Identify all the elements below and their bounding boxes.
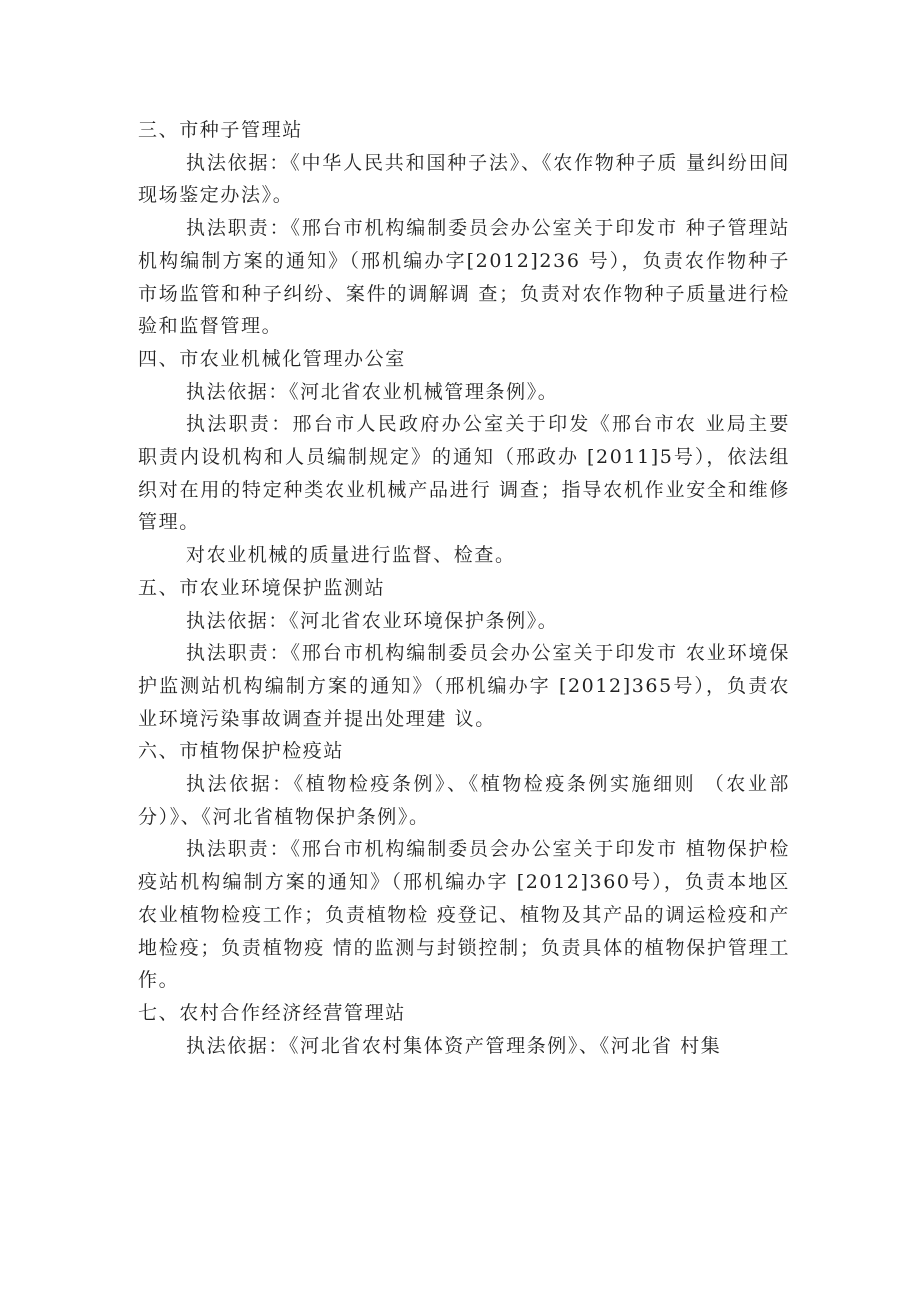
section-heading: 四、市农业机械化管理办公室 (138, 347, 406, 370)
section-seed-station (138, 114, 790, 343)
duty-paragraph: 执法职责：《邢台市机构编制委员会办公室关于印发市 种子管理站机构编制方案的通知》（邢机编办字[2012]236 号），负责农作物种子市场监管和种子纠纷、案件的调解调 查；负责对农作物种子质量进行检验和监督管理。 (138, 217, 790, 338)
section-plant-protection-station (138, 735, 790, 997)
law-basis-paragraph: 执法依据：《植物检疫条例》、《植物检疫条例实施细则 （农业部分）》、《河北省植物保护条例》。 (138, 773, 790, 828)
law-basis-paragraph: 执法依据：《河北省农业机械管理条例》。 (186, 380, 559, 403)
section-heading: 六、市植物保护检疫站 (138, 740, 345, 763)
duty-paragraph: 执法职责：邢台市人民政府办公室关于印发《邢台市农 业局主要职责内设机构和人员编制规定》的通知（邢政办 [2011]5号），依法组织对在用的特定种类农业机械产品进行 调查；指导农机作业安全和维修管理。 (138, 413, 790, 534)
section-heading: 七、农村合作经济经营管理站 (138, 1001, 406, 1024)
law-basis-paragraph: 执法依据：《中华人民共和国种子法》、《农作物种子质 量纠纷田间现场鉴定办法》。 (138, 151, 790, 207)
section-agri-environment-station (138, 572, 790, 736)
law-basis-paragraph: 执法依据：《河北省农业环境保护条例》。 (186, 609, 559, 632)
section-heading: 五、市农业环境保护监测站 (138, 576, 386, 599)
section-heading: 三、市种子管理站 (138, 119, 303, 141)
duty-paragraph: 执法职责：《邢台市机构编制委员会办公室关于印发市 植物保护检疫站机构编制方案的通知》（邢机编办字 [2012]360号），负责本地区农业植物检疫工作；负责植物检 疫登记、植物及其产品的调运检疫和产地检疫；负责植物疫 情的监测与封锁控制；负责具体的植物保护管理工作。 (138, 838, 790, 992)
duty-paragraph: 执法职责：《邢台市机构编制委员会办公室关于印发市 农业环境保护监测站机构编制方案的通知》（邢机编办字 [2012]365号），负责农业环境污染事故调查并提出处理建 议。 (138, 642, 790, 730)
document-body (138, 114, 790, 1062)
law-basis-paragraph: 执法依据：《河北省农村集体资产管理条例》、《河北省 村集 (186, 1034, 722, 1057)
duty-paragraph: 对农业机械的质量进行监督、检查。 (186, 544, 516, 567)
section-agri-machinery-office (138, 343, 790, 572)
section-rural-cooperative-station (138, 997, 790, 1062)
